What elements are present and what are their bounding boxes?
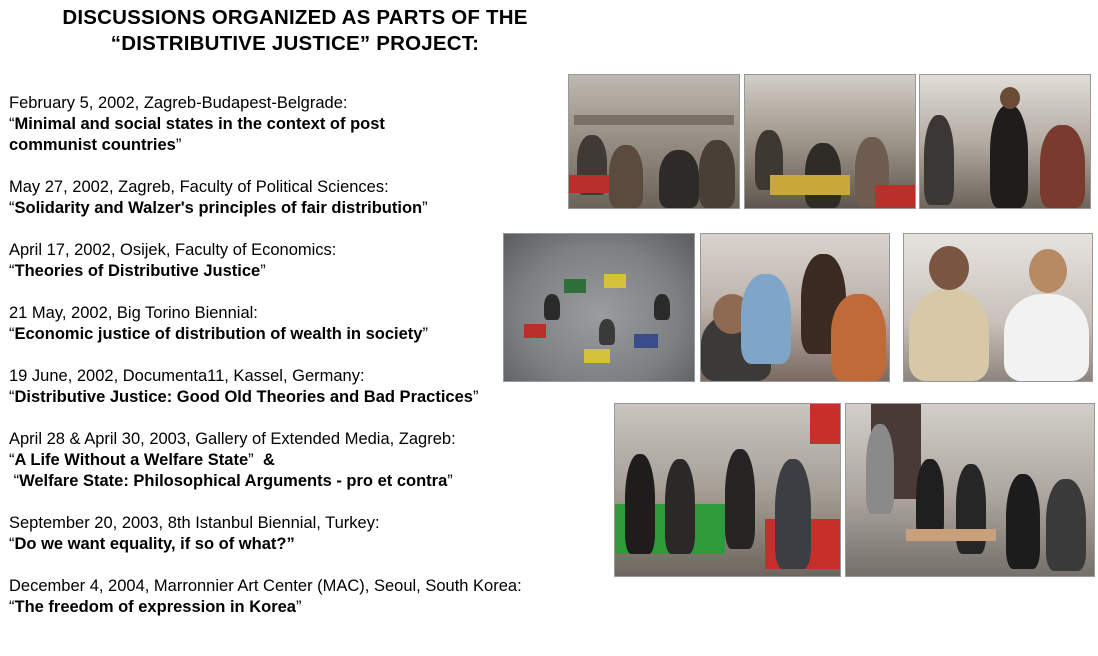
event-date-location: 19 June, 2002, Documenta11, Kassel, Germany: bbox=[9, 367, 365, 385]
event-date-location: April 17, 2002, Osijek, Faculty of Economics: bbox=[9, 241, 337, 259]
event-title: “Minimal and social states in the context of post communist countries” bbox=[9, 115, 385, 154]
event-date-location: February 5, 2002, Zagreb-Budapest-Belgrade: bbox=[9, 94, 348, 112]
event-title: “Do we want equality, if so of what?” bbox=[9, 535, 295, 553]
event-title: “Welfare State: Philosophical Arguments - pro et contra” bbox=[13, 472, 453, 490]
event-item bbox=[9, 93, 609, 156]
event-date-location: September 20, 2003, 8th Istanbul Biennial, Turkey: bbox=[9, 514, 380, 532]
event-photo bbox=[903, 233, 1093, 382]
event-date-location: May 27, 2002, Zagreb, Faculty of Political Sciences: bbox=[9, 178, 389, 196]
event-title: “The freedom of expression in Korea” bbox=[9, 598, 302, 616]
event-item bbox=[9, 177, 609, 219]
event-photo bbox=[744, 74, 916, 209]
event-photo bbox=[568, 74, 740, 209]
event-title: “Solidarity and Walzer's principles of fair distribution” bbox=[9, 199, 428, 217]
event-item bbox=[9, 429, 609, 492]
event-date-location: 21 May, 2002, Big Torino Biennial: bbox=[9, 304, 258, 322]
event-item bbox=[9, 513, 609, 555]
event-title-connector: & bbox=[262, 451, 275, 469]
title-line-1: DISCUSSIONS ORGANIZED AS PARTS OF THE bbox=[62, 6, 528, 29]
event-photo bbox=[700, 233, 890, 382]
event-title: “Distributive Justice: Good Old Theories and Bad Practices” bbox=[9, 388, 479, 406]
event-date-location: April 28 & April 30, 2003, Gallery of Extended Media, Zagreb: bbox=[9, 430, 456, 448]
page-title bbox=[0, 5, 590, 57]
event-title: “Theories of Distributive Justice” bbox=[9, 262, 266, 280]
event-title: “A Life Without a Welfare State” & bbox=[9, 451, 275, 469]
title-line-2: “DISTRIBUTIVE JUSTICE” PROJECT: bbox=[110, 32, 480, 55]
event-photo bbox=[614, 403, 841, 577]
event-photo bbox=[919, 74, 1091, 209]
event-photo bbox=[845, 403, 1095, 577]
event-title: “Economic justice of distribution of wealth in society” bbox=[9, 325, 428, 343]
event-date-location: December 4, 2004, Marronnier Art Center (MAC), Seoul, South Korea: bbox=[9, 577, 522, 595]
event-photo bbox=[503, 233, 695, 382]
event-item bbox=[9, 576, 609, 618]
